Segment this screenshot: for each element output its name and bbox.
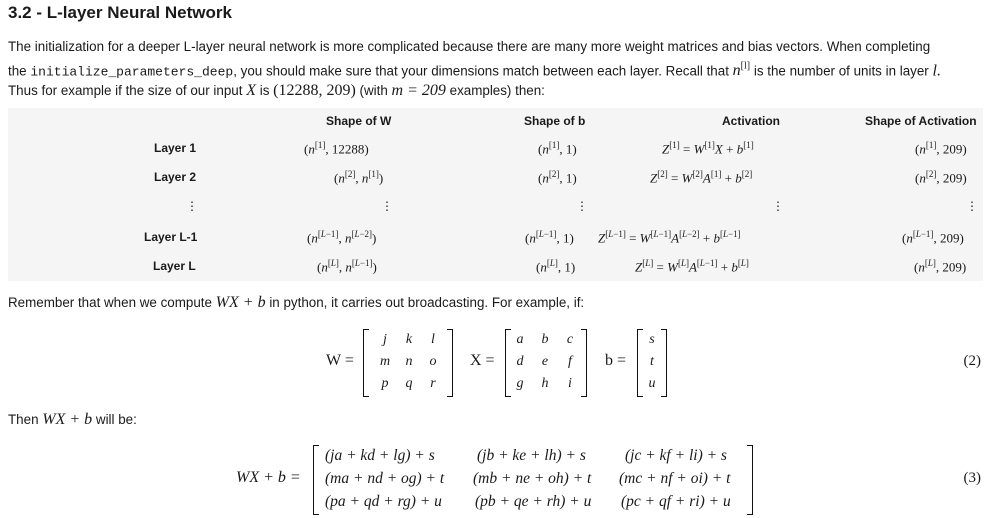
vdots-act: ⋮ — [772, 199, 784, 213]
wx-plus-b-label: WX + b = — [236, 469, 301, 486]
cell-shape-layer-l: (n[L], 209) — [914, 258, 967, 275]
equation-number-2: (2) — [963, 353, 981, 369]
intro-paragraph — [8, 37, 983, 101]
layer-shapes-table — [8, 108, 983, 281]
vdots-shape: ⋮ — [966, 199, 978, 213]
intro-text: is — [259, 83, 270, 99]
header-shape-activation: Shape of Activation — [865, 114, 977, 128]
header-shape-w: Shape of W — [326, 114, 392, 128]
matrix-x: a b c d e f g h i — [505, 330, 587, 396]
vdots-w: ⋮ — [381, 199, 393, 213]
math-m: m = 209 — [391, 82, 446, 100]
vector-b: s t u — [637, 330, 667, 396]
intro-text: (with — [359, 83, 388, 99]
broadcasting-paragraph: Remember that when we compute WX + b in python, it carries out broadcasting. For example, if: — [8, 294, 585, 311]
cell-b-layer-2: (n[2], 1) — [538, 169, 577, 186]
math-n-l: n[l] — [732, 60, 751, 79]
cell-shape-layer-1: (n[1], 209) — [915, 140, 967, 157]
cell-w-layer-l: (n[L], n[L−1]) — [317, 258, 377, 275]
cell-shape-layer-2: (n[2], 209) — [915, 169, 967, 186]
intro-text: the — [8, 62, 27, 78]
header-shape-b: Shape of b — [524, 114, 586, 128]
math-input-size: (12288, 209) — [273, 82, 356, 100]
header-activation: Activation — [722, 114, 781, 128]
intro-text: is the number of units in layer — [753, 62, 929, 78]
intro-text: Thus for example if the size of our input — [8, 83, 243, 99]
equation-number-3: (3) — [963, 470, 981, 486]
vdots-b: ⋮ — [576, 199, 588, 213]
row-label-layer-l: Layer L — [153, 259, 196, 273]
b-label: b = — [605, 352, 627, 369]
cell-act-layer-l: Z[L] = W[L]A[L−1] + b[L] — [635, 258, 749, 275]
math-wx-plus-b: WX + b — [215, 294, 266, 311]
cell-act-layer-l-1: Z[L−1] = W[L−1]A[L−2] + b[L−1] — [598, 229, 741, 246]
intro-text: examples) then: — [449, 83, 545, 99]
cell-act-layer-1: Z[1] = W[1]X + b[1] — [662, 140, 754, 157]
cell-b-layer-1: (n[1], 1) — [538, 140, 577, 157]
cell-shape-layer-l-1: (n[L−1], 209) — [902, 229, 964, 246]
row-label-layer-2: Layer 2 — [154, 170, 197, 184]
cell-b-layer-l-1: (n[L−1], 1) — [525, 229, 574, 246]
cell-w-layer-1: (n[1], 12288) — [304, 140, 369, 157]
math-l: l. — [932, 61, 941, 79]
cell-w-layer-l-1: (n[L−1], n[L−2]) — [307, 229, 377, 246]
x-label: X = — [470, 352, 495, 369]
cell-act-layer-2: Z[2] = W[2]A[1] + b[2] — [650, 169, 753, 186]
math-X: X — [246, 82, 256, 100]
then-paragraph: Then WX + b will be: — [8, 411, 137, 428]
w-label: W = — [326, 352, 354, 369]
matrix-w: j k l m n o p q r — [363, 330, 453, 396]
row-label-layer-l-1: Layer L-1 — [144, 230, 198, 244]
row-label-layer-1: Layer 1 — [154, 141, 197, 155]
section-heading: 3.2 - L-layer Neural Network — [8, 3, 232, 22]
intro-line-1: The initialization for a deeper L-layer neural network is more complicated because there are many more weight matrices and bias vectors. When completing — [8, 39, 931, 54]
vdots-label: ⋮ — [186, 199, 198, 213]
intro-text: , you should make sure that your dimensions match between each layer. Recall that — [233, 62, 729, 78]
result-matrix: (ja + kd + lg) + s (jb + ke + lh) + s (jc + kf + li) + s (ma + nd + og) + t (mb + ne + oh) + t (mc + nf + oi) + t (pa + qd + rg) + u (pb + qe + rh) + u (pc + qf + ri) + u — [313, 446, 753, 514]
math-wx-plus-b: WX + b — [42, 411, 93, 428]
cell-b-layer-l: (n[L], 1) — [536, 258, 576, 275]
cell-w-layer-2: (n[2], n[1]) — [334, 169, 384, 186]
function-name-code: initialize_parameters_deep — [30, 63, 234, 79]
